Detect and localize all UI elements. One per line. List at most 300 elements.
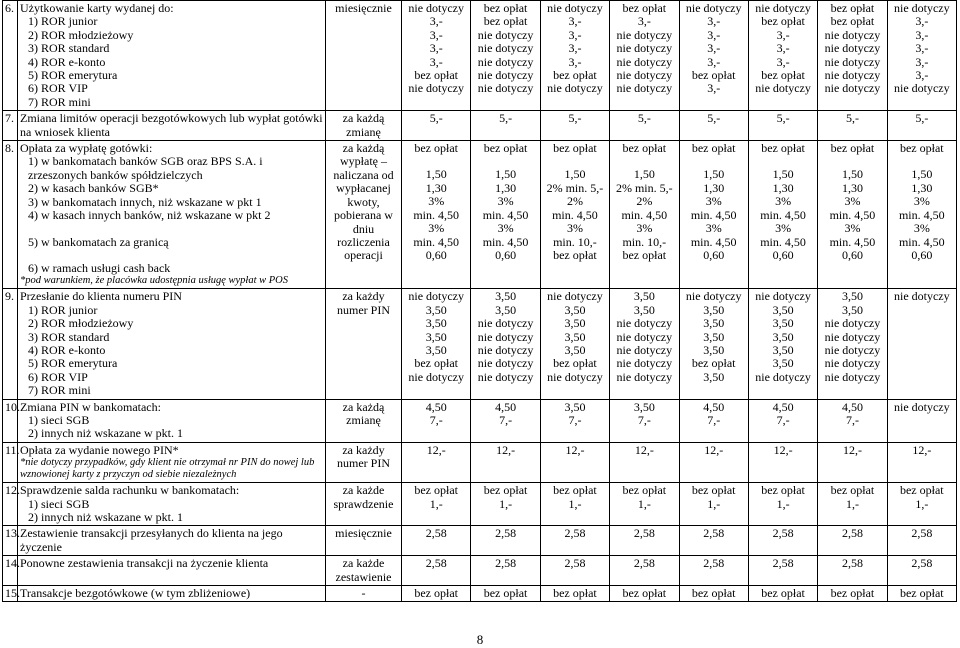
fee-value: nie dotyczy [824,369,881,384]
table-row [3,526,957,556]
fee-value: bez opłat [830,141,875,156]
fee-value-cell [610,526,679,556]
row-item: 7) ROR mini [28,94,91,109]
fee-value: nie dotyczy [824,27,881,42]
fee-value: 7,- [776,412,790,427]
fee-value-cell [887,483,956,526]
row-number: 12. [3,483,18,526]
fee-value: min. 4,50 [621,207,668,222]
fee-value: nie dotyczy [477,54,534,69]
fee-value: 3,50 [633,399,655,414]
fee-value: 1,- [776,496,790,511]
fee-value: 3% [913,194,930,209]
fee-value: 2,58 [495,556,517,571]
row-item: 2) innych niż wskazane w pkt. 1 [28,510,183,524]
row-item: 1) ROR junior [28,302,98,317]
fee-value: min. 4,50 [829,234,876,249]
row-number: 10. [3,399,18,442]
fee-value: bez opłat [553,247,597,262]
fee-value: bez opłat [622,247,667,262]
fee-value-cell [402,483,471,526]
fee-value: bez opłat [414,356,459,371]
fee-value: bez opłat [899,141,944,156]
row-title: Ponowne zestawienia transakcji na życzenie klienta [20,556,269,571]
row-description [18,289,326,399]
fee-value: 12,- [842,442,862,457]
row-item: 3) ROR standard [28,329,110,344]
fee-value: 7,- [637,412,651,427]
fee-value: 5,- [637,111,651,126]
fee-value-cell [402,586,471,602]
row-number: 8. [3,141,18,289]
row-frequency: za każde sprawdzenie [326,483,402,526]
row-description [18,586,326,602]
fee-value: 1,- [499,496,513,511]
fee-value: 2,58 [425,556,447,571]
fee-value-cell [887,399,956,442]
table-row [3,141,957,289]
fee-value-cell [818,586,887,602]
fee-value-cell [887,556,956,586]
fee-value: 3,50 [703,302,725,317]
fee-value: bez opłat [830,14,875,29]
fee-value: nie dotyczy [408,81,465,96]
fee-value-cell [402,1,471,111]
fee-value: 3,50 [564,399,586,414]
fee-value: bez opłat [483,141,528,156]
fee-value: nie dotyczy [547,289,603,304]
fee-value: bez opłat [899,586,944,601]
fee-value: 3% [636,221,653,236]
fee-value: bez opłat [553,141,597,156]
fee-value: 1,50 [425,167,447,182]
fee-value-cell [540,556,609,586]
fee-value: 3,- [707,81,721,96]
fee-value-cell [818,1,887,111]
fee-value: 3,50 [703,316,725,331]
fee-value: 3% [844,221,861,236]
row-item: 4) ROR e-konto [28,54,106,69]
fee-value: nie dotyczy [755,1,811,15]
fee-value: 7,- [429,412,443,427]
fee-value: 3,50 [772,316,794,331]
fee-value: bez opłat [830,586,875,601]
fee-value: nie dotyczy [408,369,465,384]
fee-value: 3,- [568,54,582,69]
table-row [3,556,957,586]
fee-value: 3% [497,221,514,236]
row-title: Użytkowanie karty wydanej do: [20,1,174,15]
fee-value: 3,50 [425,302,447,317]
fee-value: 4,50 [703,399,725,414]
fee-value: 4,50 [425,399,447,414]
fee-value: 2,58 [703,556,725,571]
fee-value: nie dotyczy [893,81,950,96]
fee-value-cell [402,399,471,442]
fee-value: 0,60 [495,247,517,262]
fee-value: 3,- [707,54,721,69]
fee-value: 3,50 [772,356,794,371]
row-note: *pod warunkiem, że placówka udostępnia usługę wypłat w POS [20,275,289,287]
fee-value: 1,- [429,496,443,511]
fee-value: nie dotyczy [477,356,534,371]
fee-value-cell [679,483,748,526]
fee-value: bez opłat [414,68,459,83]
fee-value: 1,30 [703,180,725,195]
fee-value: min. 4,50 [760,207,806,222]
table-row [3,289,957,399]
fee-value: 7,- [499,412,513,427]
fee-value: 12,- [496,442,516,457]
row-item: 5) ROR emerytura [28,356,118,371]
row-item: 2) innych niż wskazane w pkt. 1 [28,426,183,441]
fee-value-cell [471,141,540,289]
row-item: 4) ROR e-konto [28,342,106,357]
fee-value: nie dotyczy [408,1,465,15]
fee-value: 1,50 [564,167,586,182]
fee-value: bez opłat [622,483,667,498]
row-item [20,223,323,236]
fee-value: bez opłat [414,141,459,156]
fee-value: 1,- [707,496,721,511]
fee-value: 3,50 [425,329,447,344]
fee-value: 3,- [915,68,929,83]
fee-value-cell [748,141,817,289]
fee-value: nie dotyczy [477,329,534,344]
fee-value: bez opłat [691,356,736,371]
fee-value: 1,50 [841,167,863,182]
fee-value: 3,- [915,41,929,56]
fee-value-cell [748,399,817,442]
fee-value: 7,- [707,412,721,427]
fee-value-cell [748,111,817,141]
fee-value: 3,50 [425,342,447,357]
fee-value: nie dotyczy [477,342,534,357]
fee-value: 1,50 [703,167,725,182]
fee-value: 3,- [776,54,790,69]
row-title: Zestawienie transakcji przesyłanych do klienta na jego życzenie [20,526,283,554]
row-title: Sprawdzenie salda rachunku w bankomatach: [20,483,240,498]
fee-value-cell [887,1,956,111]
fee-value-cell [610,141,679,289]
fee-value-cell [610,586,679,602]
fee-value: min. 4,50 [413,234,460,249]
row-item: 3) ROR standard [28,41,110,56]
fee-value: 2% min. 5,- [615,180,673,195]
page-number: 8 [476,632,484,647]
fee-value: 2,58 [911,526,933,541]
fee-value: 1,- [915,496,929,511]
fee-value: nie dotyczy [893,1,950,15]
fee-value-cell [540,526,609,556]
fee-value: 3% [566,221,583,236]
fee-value-cell [471,586,540,602]
fee-value: 3% [497,194,514,209]
row-description [18,442,326,482]
fee-value: nie dotyczy [477,369,534,384]
row-description [18,1,326,111]
fee-value-cell [402,289,471,399]
fee-value-cell [887,141,956,289]
fee-value-cell [679,556,748,586]
fee-value: 12,- [912,442,932,457]
fee-value: 5,- [845,111,859,126]
fee-value: bez opłat [483,483,528,498]
fee-value-cell [471,289,540,399]
fee-value-cell [471,442,540,482]
fee-value-cell [887,586,956,602]
row-description [18,111,326,141]
fee-value: 3,- [568,27,582,42]
row-number: 15. [3,586,18,602]
fee-value: 12,- [634,442,654,457]
fee-value: 3,- [429,54,443,69]
fee-value: 0,60 [772,247,794,262]
fee-value: 3,- [776,41,790,56]
fee-value-cell [471,1,540,111]
fee-value: 3,- [429,41,443,56]
fee-value: bez opłat [553,586,597,601]
fee-value: 4,50 [495,399,517,414]
row-number: 11. [3,442,18,482]
fee-value-cell [540,586,609,602]
fee-value: 2,58 [841,526,863,541]
fee-value: nie dotyczy [893,399,950,414]
fee-value: bez opłat [761,141,805,156]
fee-value: bez opłat [691,141,736,156]
fee-value: bez opłat [830,1,875,15]
fee-value: 3,50 [772,342,794,357]
fee-value: 3,50 [564,316,586,331]
row-number: 7. [3,111,18,141]
row-item: 2) w kasach banków SGB* [28,181,159,196]
fee-value-cell [402,556,471,586]
row-item: 6) ROR VIP [28,81,88,96]
row-title: Zmiana limitów operacji bezgotówkowych lub wypłat gotówki na wniosek klienta [20,111,323,139]
fee-value: 3,- [707,41,721,56]
fee-value: bez opłat [761,14,805,29]
fee-value: nie dotyczy [685,1,742,15]
fee-value: nie dotyczy [616,54,673,69]
fee-value-cell [679,442,748,482]
fee-value-cell [610,556,679,586]
row-item: 3) w bankomatach innych, niż wskazane w pkt 1 [28,194,262,209]
fee-value-cell [748,586,817,602]
fee-value: 3,- [915,27,929,42]
fee-value: 7,- [568,412,582,427]
fee-value: bez opłat [483,586,528,601]
fee-value: 3,50 [495,302,517,317]
fee-value-cell [471,556,540,586]
fee-value: 5,- [568,111,582,126]
fee-value-cell [679,399,748,442]
fee-value-cell [402,111,471,141]
fee-value-cell [540,483,609,526]
row-item: 5) ROR emerytura [28,68,118,83]
fee-value: min. 4,50 [760,234,806,249]
fee-value: 3,50 [564,342,586,357]
row-description [18,399,326,442]
fee-value: 12,- [426,442,446,457]
fee-value: nie dotyczy [616,329,673,344]
fee-value: nie dotyczy [755,81,811,96]
fee-value: nie dotyczy [824,68,881,83]
fee-value: nie dotyczy [685,289,742,304]
fee-value: 3,50 [703,369,725,384]
fee-value: bez opłat [691,586,736,601]
fee-value: 3% [428,221,445,236]
fee-value: min. 4,50 [482,207,529,222]
fee-value: nie dotyczy [477,68,534,83]
row-description [18,556,326,586]
fee-value-cell [748,1,817,111]
fee-value: nie dotyczy [547,369,603,384]
fee-value-cell [610,399,679,442]
row-frequency: za każdą wypłatę – naliczana od wypłacanej kwoty, pobierana w dniu rozliczenia operacji [326,141,402,289]
row-number: 6. [3,1,18,111]
fee-value: 3% [844,194,861,209]
fee-value: 5,- [707,111,721,126]
fee-value: 12,- [565,442,585,457]
fee-value: 2,58 [425,526,447,541]
fee-value: 3,- [568,41,582,56]
row-number: 14. [3,556,18,586]
fee-value: bez opłat [691,68,736,83]
fee-value: 2,58 [772,556,794,571]
fee-value-cell [679,141,748,289]
fee-value-cell [610,442,679,482]
row-frequency: za każde zestawienie [326,556,402,586]
row-note: *nie dotyczy przypadków, gdy klient nie otrzymał nr PIN do nowej lub wznowionej karty z przyczyn od siebie niezależnych [20,457,315,481]
fee-value: 2,58 [703,526,725,541]
table-row [3,483,957,526]
fee-value-cell [471,526,540,556]
fee-value: 3% [705,194,722,209]
fee-value: 1,30 [425,180,447,195]
fee-value-cell [402,442,471,482]
fee-value: 1,50 [633,167,655,182]
fee-value: 3,50 [564,329,586,344]
fee-value: 1,50 [495,167,517,182]
fee-value: 2,58 [495,526,517,541]
table-row [3,111,957,141]
fee-value-cell [679,111,748,141]
fee-value: 3,- [429,27,443,42]
table-row [3,399,957,442]
table-row [3,1,957,111]
fee-value: bez opłat [830,483,875,498]
fee-value: 3,- [776,27,790,42]
fee-value: 3% [775,194,792,209]
table-row [3,586,957,602]
row-item: 1) sieci SGB [28,412,90,427]
fee-value: 3,- [915,54,929,69]
row-item: 7) ROR mini [28,383,91,398]
fee-table-body [3,1,957,602]
fee-value: 1,- [845,496,859,511]
fee-value-cell [818,526,887,556]
fee-value: 2,58 [841,556,863,571]
fee-value: 7,- [845,412,859,427]
fee-value-cell [679,526,748,556]
row-item: 6) ROR VIP [28,369,88,384]
fee-value-cell [540,442,609,482]
row-title: Opłata za wypłatę gotówki: [20,141,153,156]
row-item: zrzeszonych banków spółdzielczych [28,167,203,182]
fee-value: 1,30 [772,180,794,195]
row-title: Zmiana PIN w bankomatach: [20,399,161,414]
fee-value-cell [610,289,679,399]
row-title: Transakcje bezgotówkowe (w tym zbliżeniowe) [20,586,251,601]
fee-value: 3,- [568,14,582,29]
fee-value: 0,60 [703,247,725,262]
fee-value-cell [818,483,887,526]
row-frequency: za każdy numer PIN [326,442,402,482]
fee-value-cell [748,556,817,586]
fee-value: bez opłat [553,68,597,83]
fee-value: nie dotyczy [547,81,603,96]
fee-value: bez opłat [622,141,667,156]
fee-value: nie dotyczy [477,27,534,42]
row-item: 2) ROR młodzieżowy [28,27,134,42]
fee-value-cell [540,289,609,399]
fee-value: min. 4,50 [482,234,529,249]
fee-value: 3,- [707,14,721,29]
row-item: 4) w kasach innych banków, niż wskazane w pkt 2 [28,208,271,223]
fee-value: 1,- [568,496,582,511]
fee-value-cell [402,141,471,289]
fee-value: min. 4,50 [898,207,945,222]
fee-value: bez opłat [691,483,736,498]
fee-value: bez opłat [553,356,597,371]
fee-value: 3,50 [772,329,794,344]
fee-value: nie dotyczy [824,81,881,96]
fee-value: bez opłat [553,483,597,498]
row-item: 6) w ramach usługi cash back [28,260,171,275]
fee-value: nie dotyczy [477,41,534,56]
fee-value: 12,- [773,442,793,457]
fee-value: 3% [913,221,930,236]
row-item: 2) ROR młodzieżowy [28,316,134,331]
fee-value: 1,- [637,496,651,511]
fee-value: 0,60 [911,247,933,262]
fee-value-cell [818,111,887,141]
fee-value: min. 10,- [553,234,597,249]
fee-value-cell [471,399,540,442]
row-item: 5) w bankomatach za granicą [28,234,169,249]
fee-value: 4,50 [841,399,863,414]
row-frequency: za każdą zmianę [326,111,402,141]
fee-value-cell [540,399,609,442]
fee-value-cell [540,111,609,141]
fee-value: nie dotyczy [893,289,950,304]
fee-value-cell [610,1,679,111]
fee-value: bez opłat [414,586,459,601]
fee-value: 3,50 [564,302,586,317]
row-description [18,526,326,556]
row-description [18,141,326,289]
row-item: 1) ROR junior [28,14,98,29]
row-item: 1) w bankomatach banków SGB oraz BPS S.A. i [28,154,263,169]
fee-value: 3,50 [495,289,517,304]
fee-value: 3,50 [841,289,863,304]
fee-value: min. 4,50 [829,207,876,222]
fee-value: 2,58 [911,556,933,571]
fee-value-cell [748,526,817,556]
fee-value: 3,50 [425,316,447,331]
fee-value: 2,58 [772,526,794,541]
fee-value: min. 4,50 [552,207,598,222]
